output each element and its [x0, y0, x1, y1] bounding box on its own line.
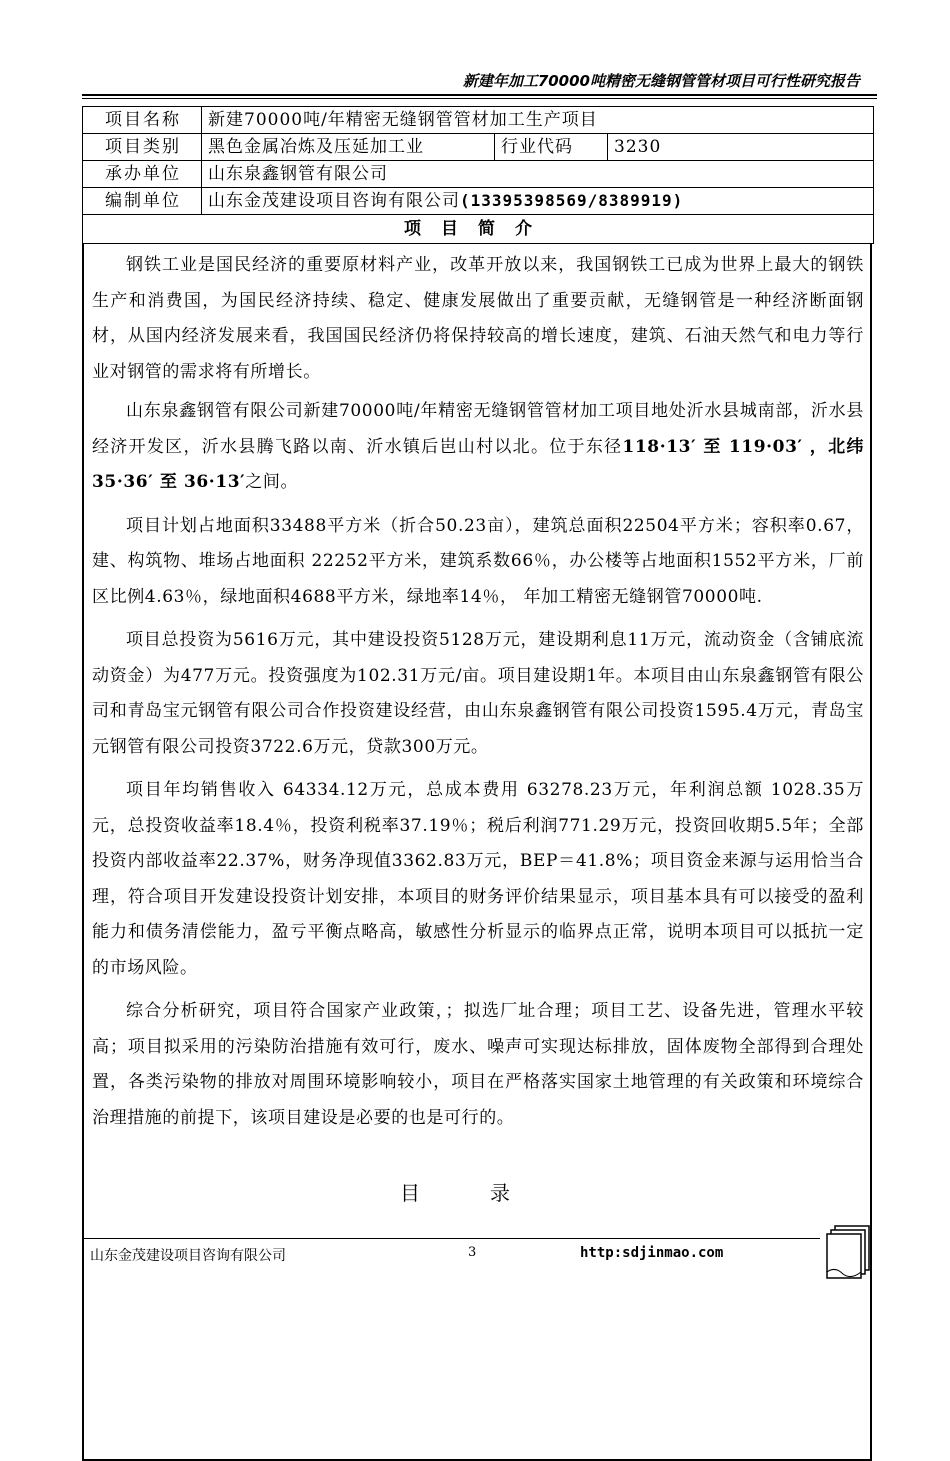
- paragraph-steel-industry: 钢铁工业是国民经济的重要原材料产业，改革开放以来，我国钢铁工已成为世界上最大的钢铁生产和消费国，为国民经济持续、稳定、健康发展做出了重要贡献，无缝钢管是一种经济断面钢材，从国内经济发展来看，我国国民经济仍将保持较高的增长速度，建筑、石油天然气和电力等行业对钢管的需求将有所增长。: [92, 255, 864, 382]
- project-category-value: 黑色金属冶炼及压延加工业: [202, 134, 495, 161]
- table-of-contents-heading: 目录: [400, 1181, 580, 1205]
- project-info-table: [82, 106, 874, 215]
- undertaker-label: 承办单位: [83, 161, 202, 188]
- project-category-label: 项目类别: [83, 134, 202, 161]
- page-number: 3: [468, 1245, 477, 1260]
- table-row: [83, 188, 874, 215]
- table-row: [83, 134, 874, 161]
- paragraph-investment: 项目总投资为5616万元，其中建设投资5128万元，建设期利息11万元，流动资金（含铺底流动资金）为477万元。投资强度为102.31万元/亩。项目建设期1年。本项目由山东泉鑫钢管有限公司和青岛宝元钢管有限公司合作投资建设经营，由山东泉鑫钢管有限公司投资1595.4万元，青岛宝元钢管有限公司投资3722.6万元，贷款300万元。: [92, 630, 864, 757]
- compiler-name: 山东金茂建设项目咨询有限公司: [208, 191, 460, 211]
- header-rule: [82, 94, 877, 96]
- project-name-value: 新建70000吨/年精密无缝钢管管材加工生产项目: [202, 107, 874, 134]
- paragraph-financials: 项目年均销售收入 64334.12万元，总成本费用 63278.23万元，年利润总额 1028.35万元，总投资收益率18.4％，投资利税率37.19％；税后利润771.29万元，投资回收期5.5年；全部投资内部收益率22.37%，财务净现值3362.83万元，BEP＝41.8%；项目资金来源与运用恰当合理，符合项目开发建设投资计划安排，本项目的财务评价结果显示，项目基本具有可以接受的盈利能力和债务清偿能力，盈亏平衡点略高，敏感性分析显示的临界点正常，说明本项目可以抵抗一定的市场风险。: [92, 780, 864, 978]
- running-header-title: 新建年加工70000吨精密无缝钢管管材项目可行性研究报告: [462, 72, 860, 90]
- industry-code-value: 3230: [608, 134, 874, 161]
- project-name-label: 项目名称: [83, 107, 202, 134]
- paragraph-location: [92, 394, 864, 501]
- document-stack-icon: [823, 1222, 873, 1282]
- location-end: 之间。: [245, 472, 299, 492]
- compiler-phone: (13395398569/8389919): [460, 191, 684, 210]
- coordinates: 118·13′ 至 119·03′ ，北纬 35·36′ 至 36·13′: [92, 436, 864, 492]
- summary-body: [92, 248, 864, 1136]
- table-row: [83, 107, 874, 134]
- location-text: 山东泉鑫钢管有限公司新建70000吨/年精密无缝钢管管材加工项目地处沂水县城南部，沂水县经济开发区，沂水县腾飞路以南、沂水镇后岜山村以北。位于东径: [92, 401, 864, 457]
- table-row: [83, 161, 874, 188]
- paragraph-conclusion: 综合分析研究，项目符合国家产业政策，；拟选厂址合理；项目工艺、设备先进，管理水平较高；项目拟采用的污染防治措施有效可行，废水、噪声可实现达标排放，固体废物全部得到合理处置，各类污染物的排放对周围环境影响较小，项目在严格落实国家土地管理的有关政策和环境综合治理措施的前提下，该项目建设是必要的也是可行的。: [92, 1001, 864, 1128]
- compiler-value: [202, 188, 874, 215]
- header-rule-thin: [82, 98, 877, 99]
- section-title: 项目简介: [82, 215, 874, 244]
- undertaker-value: 山东泉鑫钢管有限公司: [202, 161, 874, 188]
- compiler-label: 编制单位: [83, 188, 202, 215]
- footer-rule: [82, 1238, 820, 1239]
- paragraph-land-use: 项目计划占地面积33488平方米（折合50.23亩），建筑总面积22504平方米；容积率0.67，建、构筑物、堆场占地面积 22252平方米，建筑系数66％，办公楼等占地面积1552平方米，厂前区比例4.63％，绿地面积4688平方米，绿地率14％， 年加工精密无缝钢管70000吨.: [92, 515, 864, 607]
- industry-code-label: 行业代码: [495, 134, 608, 161]
- footer-url: http:sdjinmao.com: [580, 1245, 724, 1261]
- footer-company: 山东金茂建设项目咨询有限公司: [90, 1248, 286, 1264]
